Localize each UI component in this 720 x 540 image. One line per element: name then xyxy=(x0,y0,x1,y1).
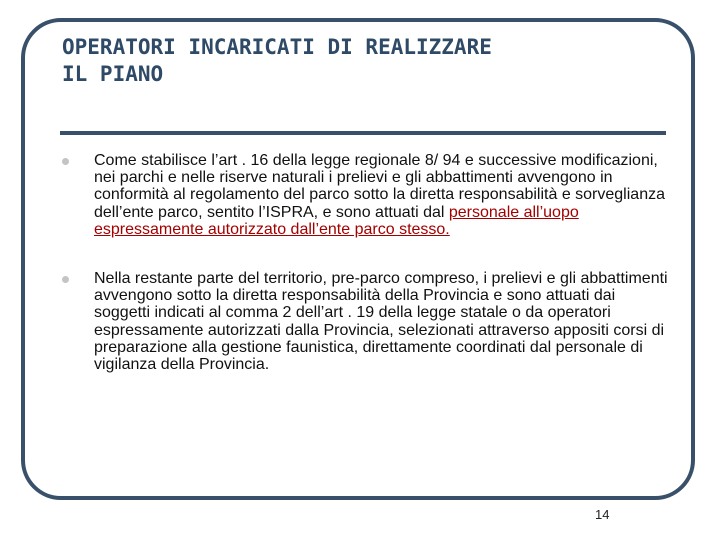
bullet-dot-icon xyxy=(62,158,69,165)
bullet-dot-icon xyxy=(62,276,69,283)
slide-title: OPERATORI INCARICATI DI REALIZZARE IL PIANO xyxy=(62,35,492,86)
bullet-item xyxy=(60,152,670,238)
bullet-item xyxy=(60,270,670,373)
page-number: 14 xyxy=(595,507,610,522)
bullet-text: Come stabilisce l’art . 16 della legge regionale 8/ 94 e successive modificazioni, nei parchi e nelle riserve naturali i prelievi e gli abbattimenti avvengono in conformità al regolamento del parco sotto la diretta responsabilità e sorveglianza dell’ente parco, sentito l’ISPRA, e sono attuati dal xyxy=(94,152,665,221)
bullet-text: Nella restante parte del territorio, pre-parco compreso, i prelievi e gli abbattimenti avvengono sotto la diretta responsabilità della Provincia e sono attuati dai soggetti indicati al comma 2 dell’art . 19 della legge statale o da operatori espressamente autorizzati dalla Provincia, selezionati attraverso appositi corsi di preparazione alla gestione faunistica, direttamente coordinati dal personale di vigilanza della Provincia. xyxy=(94,270,668,374)
bullet-list xyxy=(60,152,670,405)
title-divider xyxy=(60,131,666,135)
authorized-personnel-link[interactable]: personale all’uopo espressamente autorizzato dall’ente parco stesso. xyxy=(94,203,579,238)
